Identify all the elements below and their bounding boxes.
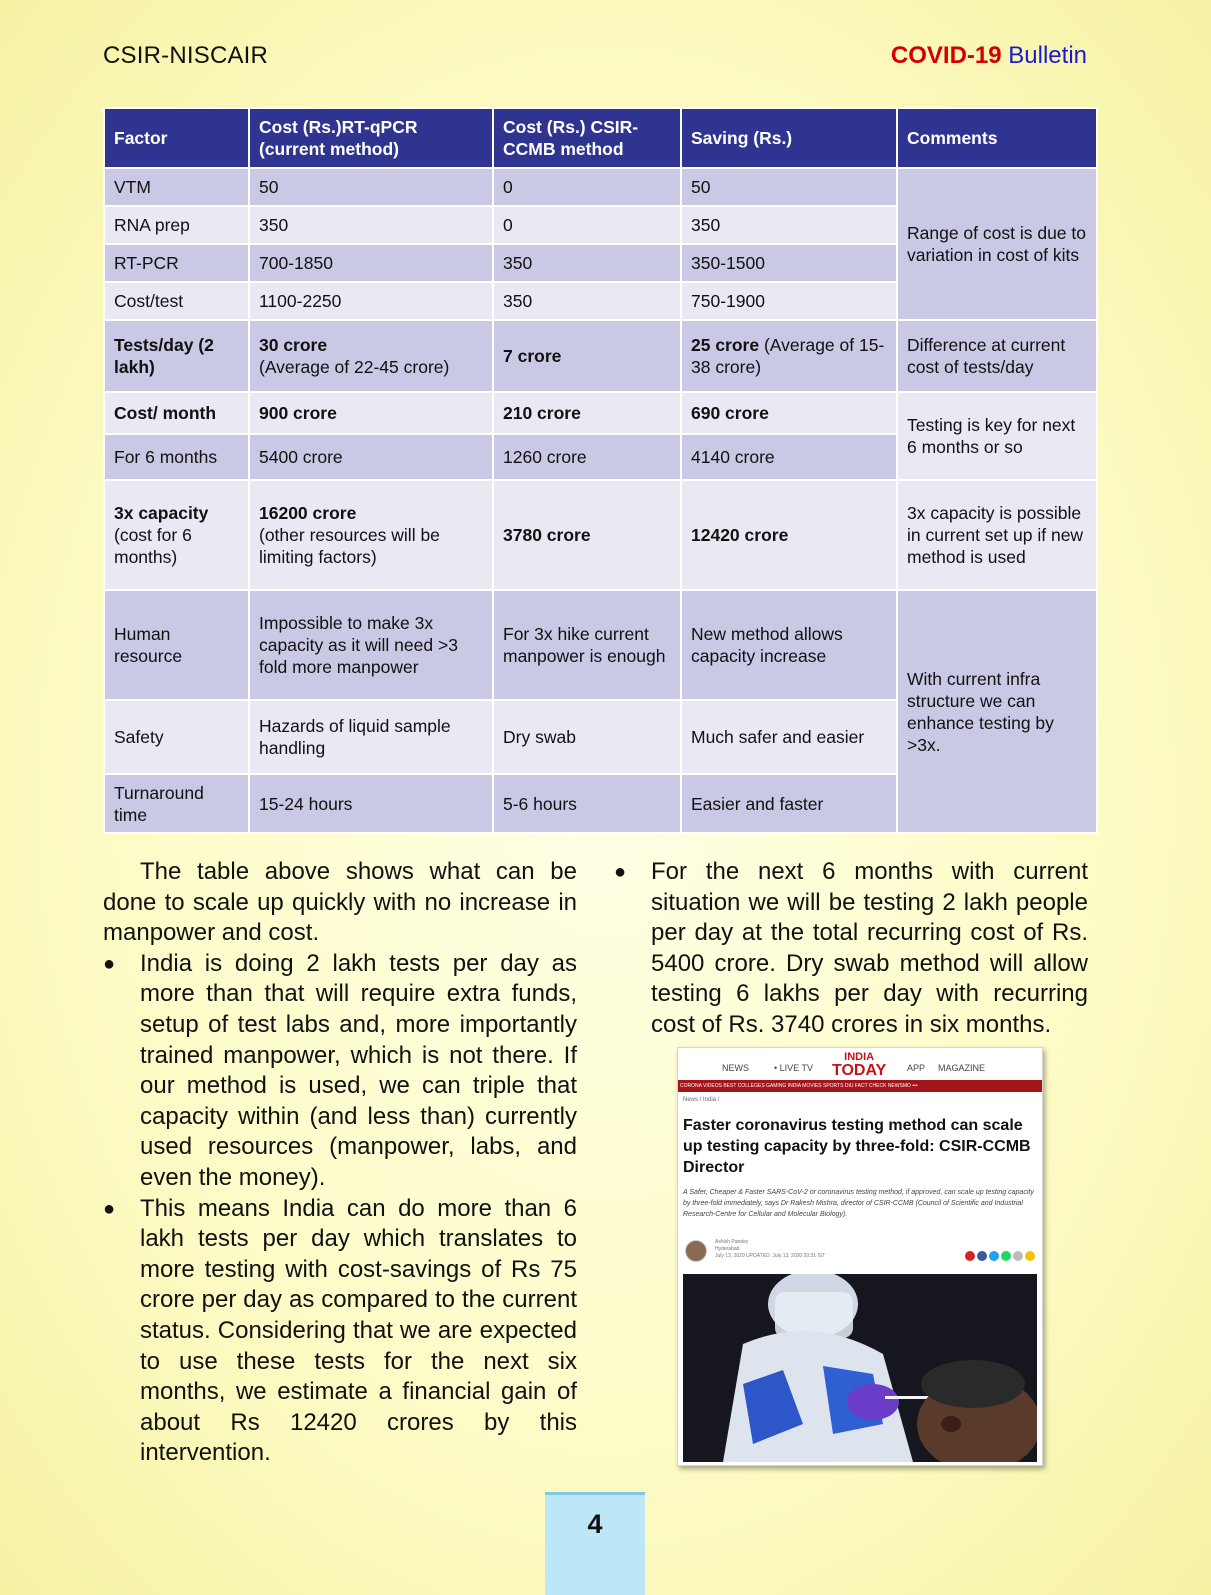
cell-rtqpcr: Impossible to make 3x capacity as it will need >3 fold more manpower: [250, 591, 492, 699]
cell-factor: Cost/ month: [105, 393, 248, 433]
cell-rtqpcr: 700-1850: [250, 245, 492, 281]
news-nav-news: NEWS: [722, 1063, 749, 1073]
cell-saving: [682, 321, 896, 391]
cell-saving: Much safer and easier: [682, 701, 896, 773]
news-byline: [685, 1238, 1039, 1266]
cell-value-bold: 30 crore: [259, 335, 328, 355]
publisher-name: CSIR-NISCAIR: [103, 42, 269, 69]
cell-value-note: (Average of 15-38 crore): [691, 335, 885, 377]
news-photo: [683, 1274, 1037, 1462]
bullet-icon: ●: [103, 952, 116, 975]
cell-factor: For 6 months: [105, 435, 248, 479]
list-item-text: This means India can do more than 6 lakh tests per day which translates to more testing with cost-savings of Rs 75 crore per day as compared to the current status. Considering that we are expected to use these tests for the next six months, we estimate a financial gain of about Rs 12420 crores by this intervention.: [140, 1194, 577, 1467]
list-item-text: For the next 6 months with current situation we will be testing 2 lakh people per day at the total recurring cost of Rs. 5400 crore. Dry swab method will allow testing 6 lakhs per day with recurring cost of Rs. 3740 crores in six months.: [651, 858, 1088, 1038]
body-right-column: [614, 857, 1088, 1041]
cell-ccmb: 0: [494, 169, 680, 205]
cell-value-bold: 25 crore: [691, 335, 760, 355]
body-left-column: [103, 857, 577, 1469]
cell-saving: 4140 crore: [682, 435, 896, 479]
facebook-icon: [977, 1251, 987, 1261]
cell-rtqpcr: Hazards of liquid sample handling: [250, 701, 492, 773]
cell-value-bold: 3x capacity: [114, 503, 209, 523]
breadcrumb: News / India /: [683, 1097, 720, 1103]
header-saving: Saving (Rs.): [682, 109, 896, 167]
header-rtqpcr-cost: Cost (Rs.)RT-qPCR (current method): [250, 109, 492, 167]
header-ccmb-cost: Cost (Rs.) CSIR-CCMB method: [494, 109, 680, 167]
cell-rtqpcr: [250, 321, 492, 391]
header-comments: Comments: [898, 109, 1096, 167]
avatar: [685, 1240, 707, 1262]
bulletin-title: [891, 42, 1087, 70]
cell-factor: Human resource: [105, 591, 248, 699]
cell-rtqpcr: [250, 481, 492, 589]
page-number: 4: [545, 1492, 645, 1595]
bullet-list-left: [103, 949, 577, 1469]
cell-value-note: (Average of 22-45 crore): [259, 357, 450, 377]
bullet-icon: ●: [614, 861, 627, 883]
cell-rtqpcr: 50: [250, 169, 492, 205]
table-row: [105, 169, 1096, 205]
cell-ccmb: 3780 crore: [494, 481, 680, 589]
india-today-logo: INDIA TODAY: [832, 1051, 887, 1079]
cell-ccmb: 0: [494, 207, 680, 243]
cell-factor: Safety: [105, 701, 248, 773]
news-top-nav: [678, 1048, 1042, 1080]
news-summary: A Safer, Cheaper & Faster SARS-CoV-2 or coronavirus testing method, if approved, can scale up testing capacity by three-fold immediately, says Dr Rakesh Mishra, director of CSIR-CCMB (Council of Scientific and Industrial Research-Centre for Cellular and Molecular Biology).: [683, 1189, 1034, 1218]
whatsapp-icon: [1001, 1251, 1011, 1261]
cell-rtqpcr: 350: [250, 207, 492, 243]
dateline-date: July 13, 2020 UPDATED: July 13, 2020 20:31 IST: [715, 1253, 826, 1259]
list-item: [614, 857, 1088, 1041]
cell-factor: Turnaround time: [105, 775, 248, 832]
news-meta: [715, 1239, 825, 1260]
cell-ccmb: 5-6 hours: [494, 775, 680, 832]
header-factor: Factor: [105, 109, 248, 167]
cell-saving: 350: [682, 207, 896, 243]
cell-comment: 3x capacity is possible in current set up if new method is used: [898, 481, 1096, 589]
cell-rtqpcr: 1100-2250: [250, 283, 492, 319]
cell-saving: New method allows capacity increase: [682, 591, 896, 699]
news-headline: Faster coronavirus testing method can scale up testing capacity by three-fold: CSIR-CCMB Director: [683, 1117, 1031, 1176]
cell-rtqpcr: 15-24 hours: [250, 775, 492, 832]
cell-ccmb: 350: [494, 283, 680, 319]
cell-ccmb: 7 crore: [494, 321, 680, 391]
bookmark-icon: [1013, 1251, 1023, 1261]
news-nav-magazine: MAGAZINE: [938, 1063, 986, 1073]
table-row: [105, 481, 1096, 589]
cell-factor: [105, 481, 248, 589]
comment-icon: [1025, 1251, 1035, 1261]
cell-saving: 750-1900: [682, 283, 896, 319]
table-row: [105, 591, 1096, 699]
list-item-text: India is doing 2 lakh tests per day as more than that will require extra funds, setup of test labs and, more importantly trained manpower, which is not there. If our method is used, we can triple that capacity within (and less than) currently used resources (manpower, labs, and even the money).: [140, 949, 577, 1191]
cell-factor: RNA prep: [105, 207, 248, 243]
cell-ccmb: Dry swab: [494, 701, 680, 773]
swab-test-photo-icon: [683, 1274, 1037, 1462]
cell-factor: VTM: [105, 169, 248, 205]
news-category-bar: CORONA VIDEOS BEST COLLEGES GAMING INDIA MOVIES SPORTS DIU FACT CHECK NEWSMO •••: [678, 1080, 1042, 1092]
news-nav-live-tv: • LIVE TV: [774, 1063, 814, 1073]
bullet-list-right: [614, 857, 1088, 1041]
cell-comment: Difference at current cost of tests/day: [898, 321, 1096, 391]
cell-comment: Range of cost is due to variation in cost of kits: [898, 169, 1096, 319]
cell-factor: Cost/test: [105, 283, 248, 319]
author-name: Ashish Pandey: [715, 1239, 749, 1245]
news-article-screenshot: [677, 1047, 1043, 1466]
cell-factor: Tests/day (2 lakh): [105, 321, 248, 391]
cost-comparison-table: [103, 107, 1098, 834]
cell-ccmb: 1260 crore: [494, 435, 680, 479]
table-row: [105, 321, 1096, 391]
cell-ccmb: 210 crore: [494, 393, 680, 433]
dateline-place: Hyderabad: [715, 1246, 740, 1252]
cell-saving: Easier and faster: [682, 775, 896, 832]
bulletin-title-covid: COVID-19: [890, 42, 1002, 69]
intro-paragraph: The table above shows what can be done to scale up quickly with no increase in manpower and cost.: [103, 858, 577, 947]
cell-rtqpcr: 900 crore: [250, 393, 492, 433]
cell-value-note: (cost for 6 months): [114, 525, 192, 567]
cell-rtqpcr: 5400 crore: [250, 435, 492, 479]
bullet-icon: ●: [103, 1197, 116, 1220]
table-header-row: [105, 109, 1096, 167]
twitter-icon: [989, 1251, 999, 1261]
table-row: [105, 393, 1096, 433]
cell-ccmb: For 3x hike current manpower is enough: [494, 591, 680, 699]
cell-saving: 690 crore: [682, 393, 896, 433]
cell-ccmb: 350: [494, 245, 680, 281]
cell-comment: With current infra structure we can enhance testing by >3x.: [898, 591, 1096, 832]
cell-saving: 12420 crore: [682, 481, 896, 589]
list-item: [103, 1194, 577, 1469]
list-item: [103, 949, 577, 1194]
bulletin-title-bulletin: Bulletin: [1008, 42, 1087, 69]
youtube-icon: [965, 1251, 975, 1261]
cell-comment: Testing is key for next 6 months or so: [898, 393, 1096, 479]
cell-saving: 350-1500: [682, 245, 896, 281]
share-icons: [963, 1248, 1035, 1266]
cell-value-bold: 16200 crore: [259, 503, 357, 523]
cell-factor: RT-PCR: [105, 245, 248, 281]
cell-value-note: (other resources will be limiting factors): [259, 525, 440, 567]
news-nav-app: APP: [907, 1063, 926, 1073]
cell-saving: 50: [682, 169, 896, 205]
